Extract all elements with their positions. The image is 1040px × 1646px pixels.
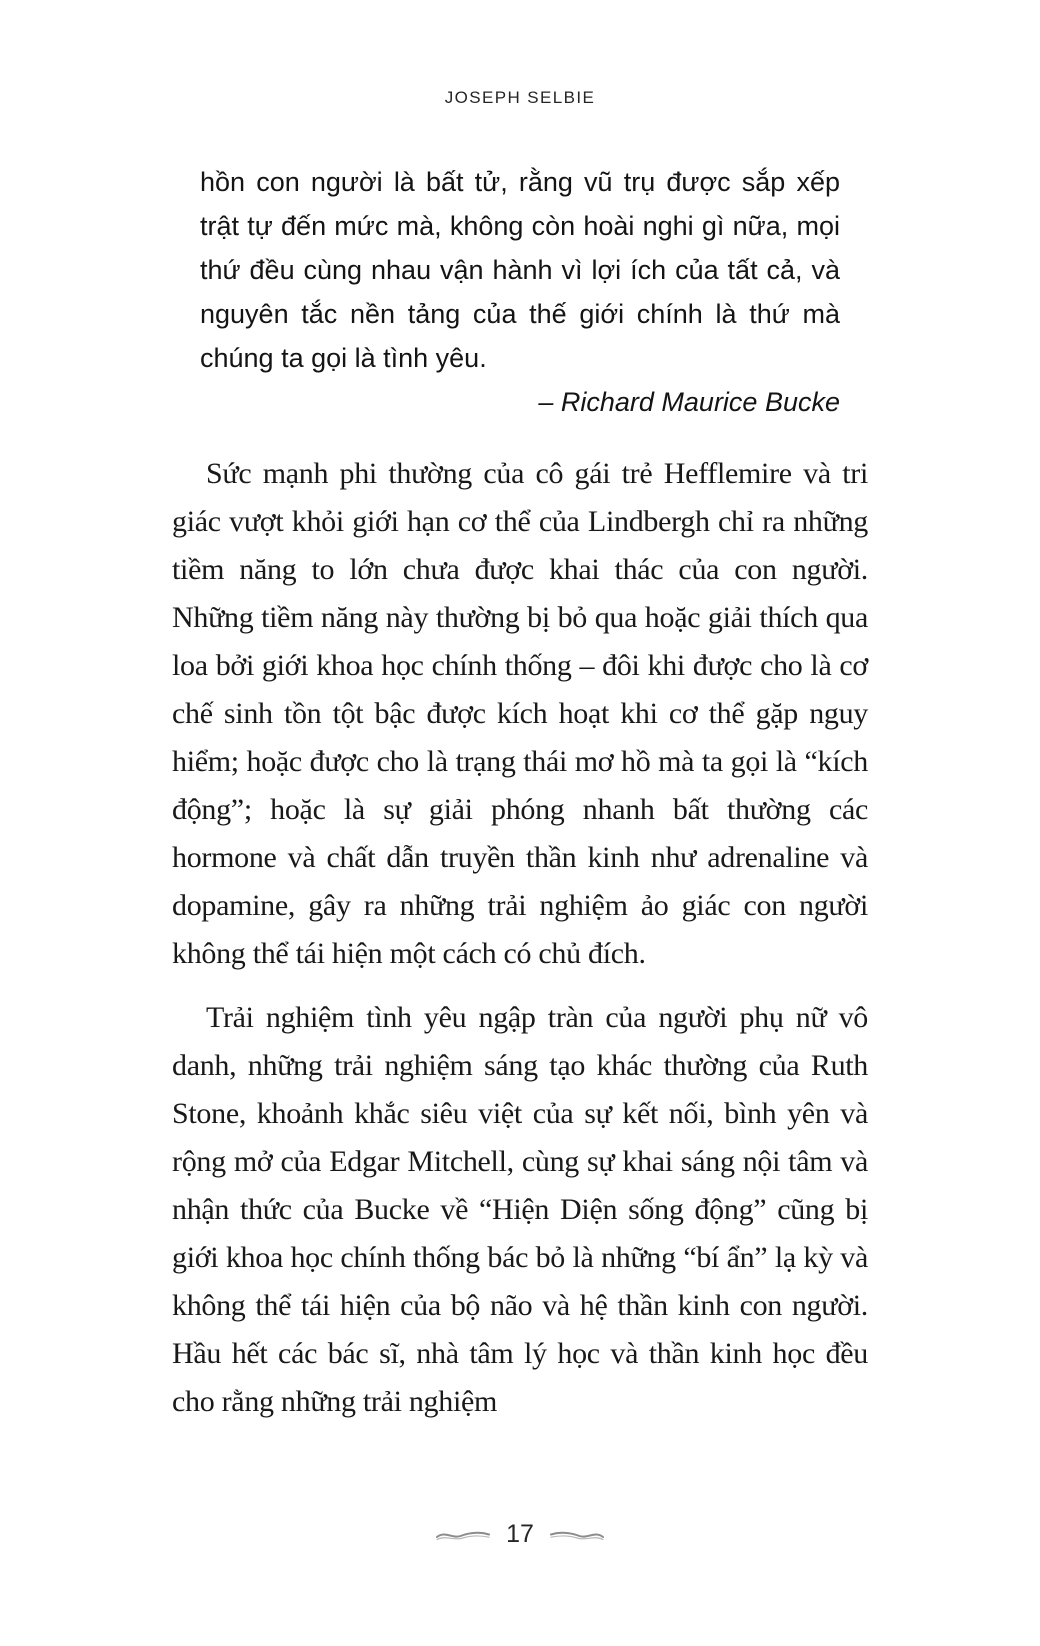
block-quote [200,160,840,424]
page-number: 17 [506,1520,534,1548]
paragraph: Trải nghiệm tình yêu ngập tràn của người phụ nữ vô danh, những trải nghiệm sáng tạo khác thường của Ruth Stone, khoảnh khắc siêu việt của sự kết nối, bình yên và rộng mở của Edgar Mitchell, cùng sự khai sáng nội tâm và nhận thức của Bucke về “Hiện Diện sống động” cũng bị giới khoa học chính thống bác bỏ là những “bí ẩn” lạ kỳ và không thể tái hiện của bộ não và hệ thần kinh con người. Hầu hết các bác sĩ, nhà tâm lý học và thần kinh học đều cho rằng những trải nghiệm [172,1001,868,1418]
wave-flourish-left-icon [436,1527,490,1543]
running-header: JOSEPH SELBIE [444,88,596,107]
quote-text: hồn con người là bất tử, rằng vũ trụ được sắp xếp trật tự đến mức mà, không còn hoài nghi gì nữa, mọi thứ đều cùng nhau vận hành vì lợi ích của tất cả, và nguyên tắc nền tảng của thế giới chính là thứ mà chúng ta gọi là tình yêu. [200,167,840,373]
body-text [172,450,868,1426]
page-footer [0,1522,1040,1547]
quote-attribution: – Richard Maurice Bucke [538,387,840,417]
wave-flourish-right-icon [550,1527,604,1543]
paragraph: Sức mạnh phi thường của cô gái trẻ Hefflemire và tri giác vượt khỏi giới hạn cơ thể của Lindbergh chỉ ra những tiềm năng to lớn chưa được khai thác của con người. Những tiềm năng này thường bị bỏ qua hoặc giải thích qua loa bởi giới khoa học chính thống – đôi khi được cho là cơ chế sinh tồn tột bậc được kích hoạt khi cơ thể gặp nguy hiểm; hoặc được cho là trạng thái mơ hồ mà ta gọi là “kích động”; hoặc là sự giải phóng nhanh bất thường các hormone và chất dẫn truyền thần kinh như adrenaline và dopamine, gây ra những trải nghiệm ảo giác con người không thể tái hiện một cách có chủ đích. [172,457,868,970]
